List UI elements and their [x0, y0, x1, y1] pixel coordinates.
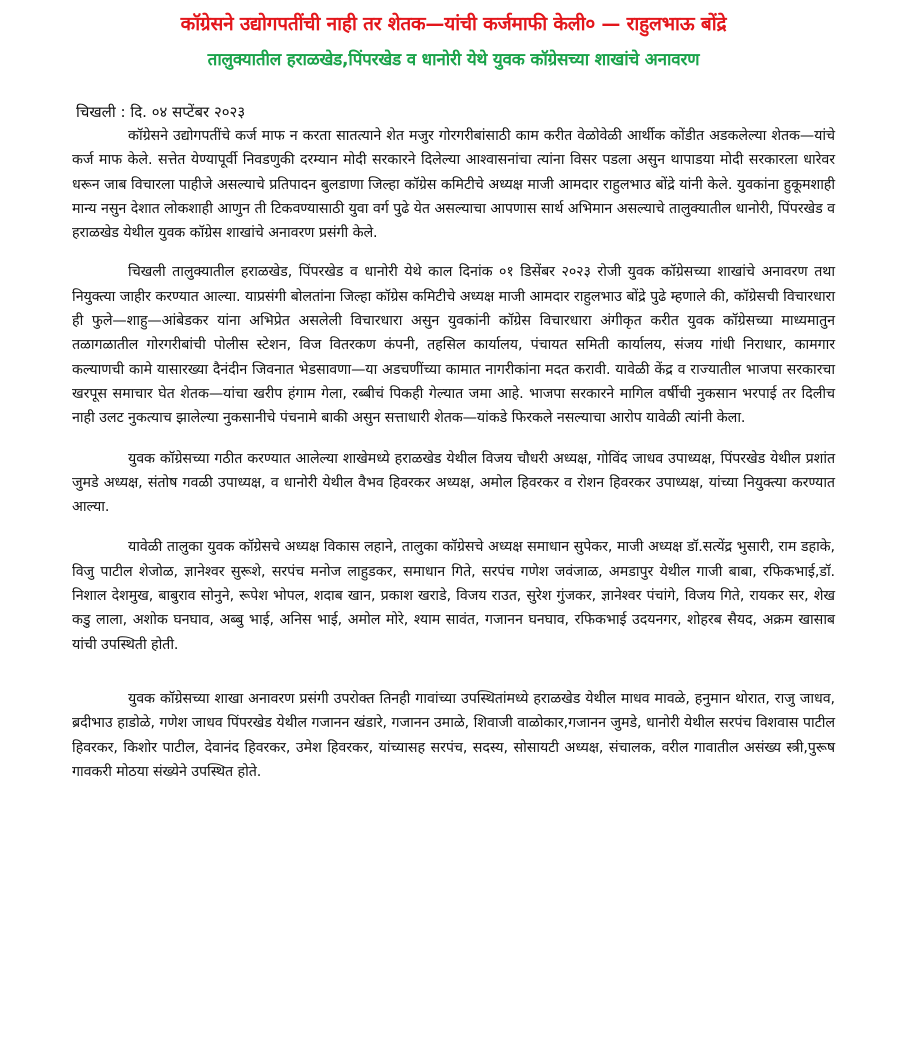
body-paragraph-4: यावेळी तालुका युवक कॉग्रेसचे अध्यक्ष विकास लहाने, तालुका कॉग्रेसचे अध्यक्ष समाधान सुपेकर, माजी अध्यक्ष डॉ.सत्येंद्र भुसारी, राम डहाके, विजु पाटील शेजोळ, ज्ञानेश्वर सुरूशे, सरपंच मनोज लाहुडकर, समाधान गिते, सरपंच गणेश जवंजाळ, अमडापुर येथील गाजी बाबा, रफिकभाई,डॉ. निशाल देशमुख, बाबुराव सोनुने, रूपेश भोपल, शदाब खान, प्रकाश खराडे, विजय राउत, सुरेश गुंजकर, ज्ञानेश्वर पंचांगे, विजय गिते, रायकर सर, शेख कडु लाला, अशोक घनघाव, अब्बु भाई, अनिस भाई, अमोल मोरे, श्याम सावंत, गजानन घनघाव, रफिकभाई उदयनगर, शोहरब सैयद, अक्रम खासाब यांची उपस्थिती होती. — [72, 539, 835, 653]
body-paragraph-2: चिखली तालुक्यातील हराळखेड, पिंपरखेड व धानोरी येथे काल दिनांक ०१ डिसेंबर २०२३ रोजी युवक कॉग्रेसच्या शाखांचे अनावरण तथा नियुक्त्या जाहीर करण्यात आल्या. याप्रसंगी बोलतांना जिल्हा कॉग्रेस कमिटीचे अध्यक्ष माजी आमदार राहुलभाउ बोंद्रे पुढे म्हणाले की, कॉग्रेसची विचारधारा ही फुले—शाहु—आंबेडकर यांना अभिप्रेत असलेली विचारधारा असुन युवकांनी कॉग्रेस विचारधारा अंगीकृत करीत युवक कॉग्रेसच्या माध्यमातुन तळागळातील गोरगरीबांची पोलीस स्टेशन, विज वितरकण कंपनी, तहसिल कार्यालय, पंचायत समिती कार्यालय, संजय गांधी निराधार, कामगार कल्याणची कामे यासारख्या दैनंदीन जिवनात भेडसावणा—या अडचणींच्या कामात नागरीकांना मदत करावी. यावेळी केंद्र व राज्यातील भाजपा सरकारचा खरपूस समाचार घेत शेतक—यांचा खरीप हंगाम गेला, रब्बीचं पिकही गेल्यात जमा आहे. भाजपा सरकारने मागिल वर्षीची नुकसान भरपाई तर दिलीच नाही उलट नुकत्याच झालेल्या नुकसानीचे पंचनामे बाकी असुन सत्ताधारी शेतक—यांकडे फिरकले नसल्याचा आरोप यावेळी त्यांनी केला. — [72, 264, 835, 427]
headline: कॉग्रेसने उद्योगपतींची नाही तर शेतक—यांची कर्जमाफी केली० — राहुलभाऊ बोंद्रे — [180, 13, 727, 35]
dateline: चिखली : दि. ०४ सप्टेंबर २०२३ — [76, 103, 246, 121]
body-paragraph-1: कॉग्रेसने उद्योगपतींचे कर्ज माफ न करता सातत्याने शेत मजुर गोरगरीबांसाठी काम करीत वेळोवेळी आर्थीक कोंडीत अडकलेल्या शेतक—यांचे कर्ज माफ केले. सत्तेत येण्यापूर्वी निवडणुकी दरम्यान मोदी सरकारने दिलेल्या आश्वासनांचा त्यांना विसर पडला असुन थापाडया मोदी सरकारला धारेवर धरून जाब विचारला पाहीजे असल्याचे प्रतिपादन बुलडाणा जिल्हा कॉग्रेस कमिटीचे अध्यक्ष माजी आमदार राहुलभाउ बोंद्रे यांनी केले. युवकांना हुकूमशाही मान्य नसुन देशात लोकशाही आणुन ती टिकवण्यासाठी युवा वर्ग पुढे येत असल्याचा आपणास सार्थ अभिमान असल्याचे तालुक्यातील धानोरी, पिंपरखेड व हराळखेड येथील युवक कॉग्रेस शाखांचे अनावरण प्रसंगी केले. — [72, 128, 835, 242]
body-paragraph-5: युवक कॉग्रेसच्या शाखा अनावरण प्रसंगी उपरोक्त तिनही गावांच्या उपस्थितांमध्ये हराळखेड येथील माधव मावळे, हनुमान थोरात, राजु जाधव, ब्रदीभाउ हाडोळे, गणेश जाधव पिंपरखेड येथील गजानन खंडारे, गजानन उमाळे, शिवाजी वाळोकार,गजानन जुमडे, धानोरी येथील सरपंच विशवास पाटील हिवरकर, किशोर पाटील, देवानंद हिवरकर, उमेश हिवरकर, यांच्यासह सरपंच, सदस्य, सोसायटी अध्यक्ष, संचालक, वरील गावातील असंख्य स्त्री,पुरूष गावकरी मोठया संख्येने उपस्थित होते. — [72, 690, 835, 780]
body-paragraph-3: युवक कॉग्रेसच्या गठीत करण्यात आलेल्या शाखेमध्ये हराळखेड येथील विजय चौधरी अध्यक्ष, गोविंद जाधव उपाध्यक्ष, पिंपरखेड येथील प्रशांत जुमडे अध्यक्ष, संतोष गवळी उपाध्यक्ष, व धानोरी येथील वैभव हिवरकर अध्यक्ष, अमोल हिवरकर व रोशन हिवरकर उपाध्यक्ष, यांच्या नियुक्त्या करण्यात आल्या. — [72, 450, 835, 516]
subheadline: तालुक्यातील हराळखेड,पिंपरखेड व धानोरी येथे युवक कॉग्रेसच्या शाखांचे अनावरण — [207, 50, 700, 70]
